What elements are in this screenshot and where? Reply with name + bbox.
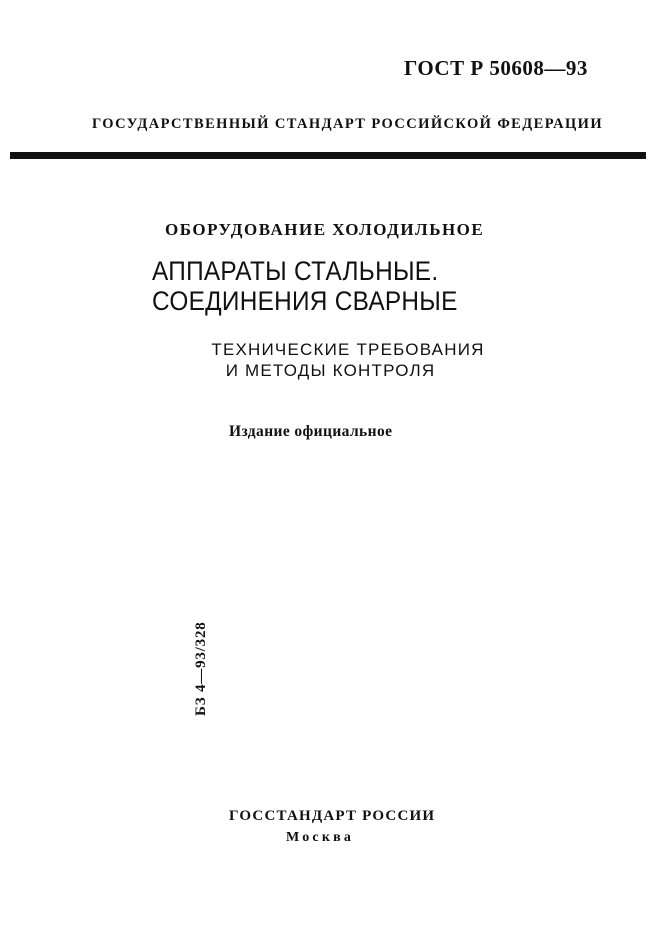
agency-heading: ГОСУДАРСТВЕННЫЙ СТАНДАРТ РОССИЙСКОЙ ФЕДЕРАЦИИ <box>92 116 604 132</box>
document-category: ОБОРУДОВАНИЕ ХОЛОДИЛЬНОЕ <box>165 220 485 239</box>
document-subtitle-line-1: ТЕХНИЧЕСКИЕ ТРЕБОВАНИЯ <box>211 340 485 359</box>
edition-note: Издание официальное <box>229 423 393 440</box>
side-print-code: БЗ 4—93/328 <box>193 621 209 716</box>
document-title-line-2: СОЕДИНЕНИЯ СВАРНЫЕ <box>152 286 458 316</box>
document-title-line-1: АППАРАТЫ СТАЛЬНЫЕ. <box>152 256 439 286</box>
publisher: ГОССТАНДАРТ РОССИИ <box>229 808 436 824</box>
publication-city: Москва <box>286 830 355 845</box>
standard-number: ГОСТ Р 50608—93 <box>404 56 588 80</box>
horizontal-rule <box>10 152 646 159</box>
document-subtitle-line-2: И МЕТОДЫ КОНТРОЛЯ <box>225 361 436 380</box>
